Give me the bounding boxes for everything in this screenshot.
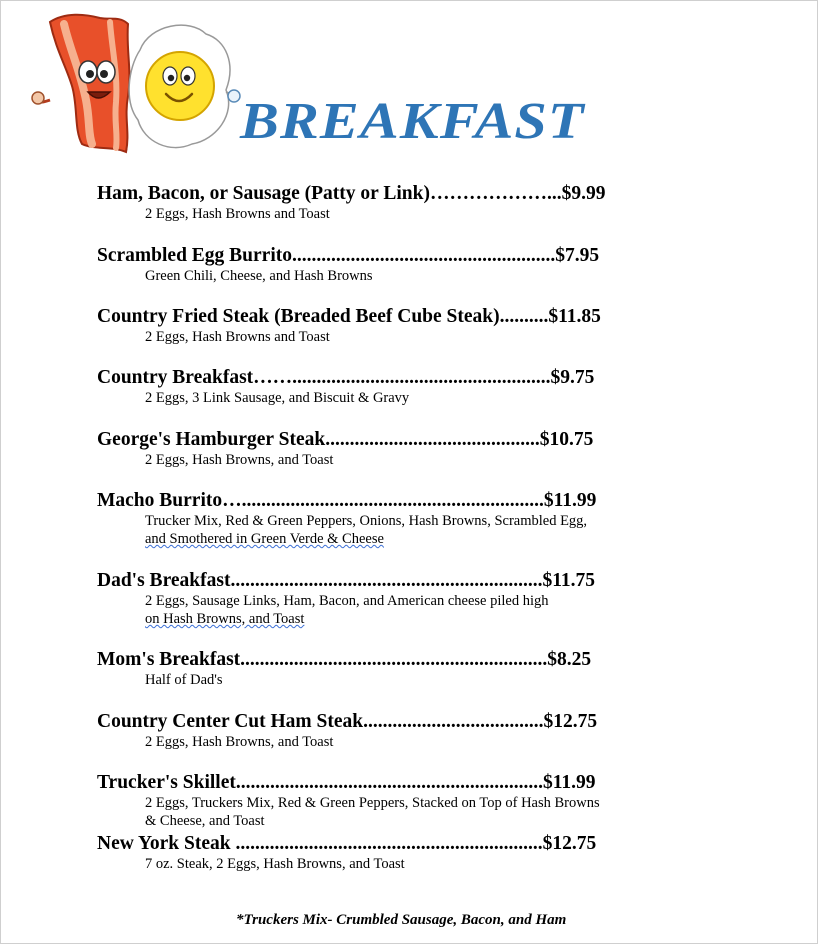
footnote: *Truckers Mix- Crumbled Sausage, Bacon, and Ham: [236, 912, 567, 928]
menu-item-line: Country Fried Steak (Breaded Beef Cube Steak)..........$11.85: [97, 306, 601, 327]
menu-item: [97, 649, 591, 689]
menu-item-description: Trucker Mix, Red & Green Peppers, Onions, Hash Browns, Scrambled Egg,: [145, 513, 588, 529]
menu-item-description-continued: on Hash Browns, and Toast: [145, 611, 305, 627]
menu-item-description: 2 Eggs, Hash Browns and Toast: [145, 206, 330, 222]
menu-item: [97, 711, 597, 751]
menu-item-description: [145, 610, 595, 628]
menu-item-description: 2 Eggs, Hash Browns, and Toast: [145, 452, 334, 468]
menu-item-description: 2 Eggs, Truckers Mix, Red & Green Peppers, Stacked on Top of Hash Browns: [145, 795, 600, 811]
menu-item-line: Country Breakfast…….....................................................$9.75: [97, 367, 595, 388]
menu-title: BREAKFAST: [240, 93, 585, 150]
menu-item: [97, 183, 605, 223]
menu-item: [97, 772, 600, 830]
menu-item-description: Half of Dad's: [145, 672, 223, 688]
menu-item: [97, 429, 593, 469]
bacon-egg-mascot-logo: [30, 10, 245, 158]
menu-item-line: Ham, Bacon, or Sausage (Patty or Link)………………...$9.99: [97, 183, 606, 204]
menu-item-line: Scrambled Egg Burrito......................................................$7.95: [97, 245, 600, 266]
bacon-mascot: [32, 15, 129, 152]
menu-item-line: Trucker's Skillet...............................................................$11.99: [97, 772, 596, 793]
menu-item-description-continued: and Smothered in Green Verde & Cheese: [145, 531, 384, 547]
menu-item-line: New York Steak ...............................................................$12.75: [97, 833, 597, 854]
menu-item: [97, 570, 595, 628]
menu-item-description: Green Chili, Cheese, and Hash Browns: [145, 268, 373, 284]
menu-item-description: 7 oz. Steak, 2 Eggs, Hash Browns, and Toast: [145, 856, 405, 872]
menu-item-line: Dad's Breakfast................................................................$11.75: [97, 570, 595, 591]
fried-egg-mascot: [129, 25, 240, 147]
menu-item-description: 2 Eggs, Hash Browns and Toast: [145, 329, 330, 345]
menu-item-description: 2 Eggs, 3 Link Sausage, and Biscuit & Gravy: [145, 390, 410, 406]
menu-item-line: Country Center Cut Ham Steak.....................................$12.75: [97, 711, 598, 732]
menu-item-description: 2 Eggs, Sausage Links, Ham, Bacon, and American cheese piled high: [145, 593, 549, 609]
menu-item: [97, 306, 601, 346]
menu-item: [97, 367, 594, 407]
menu-item-description: & Cheese, and Toast: [145, 813, 265, 829]
menu-item: [97, 245, 599, 285]
menu-item: [97, 833, 596, 873]
menu-item-description: [145, 530, 596, 548]
menu-item-line: Macho Burrito…..............................................................$11.99: [97, 490, 597, 511]
menu-item-line: George's Hamburger Steak............................................$10.75: [97, 429, 594, 450]
menu-item-description: 2 Eggs, Hash Browns, and Toast: [145, 734, 334, 750]
menu-item-line: Mom's Breakfast...............................................................$8.25: [97, 649, 592, 670]
menu-item: [97, 490, 596, 548]
